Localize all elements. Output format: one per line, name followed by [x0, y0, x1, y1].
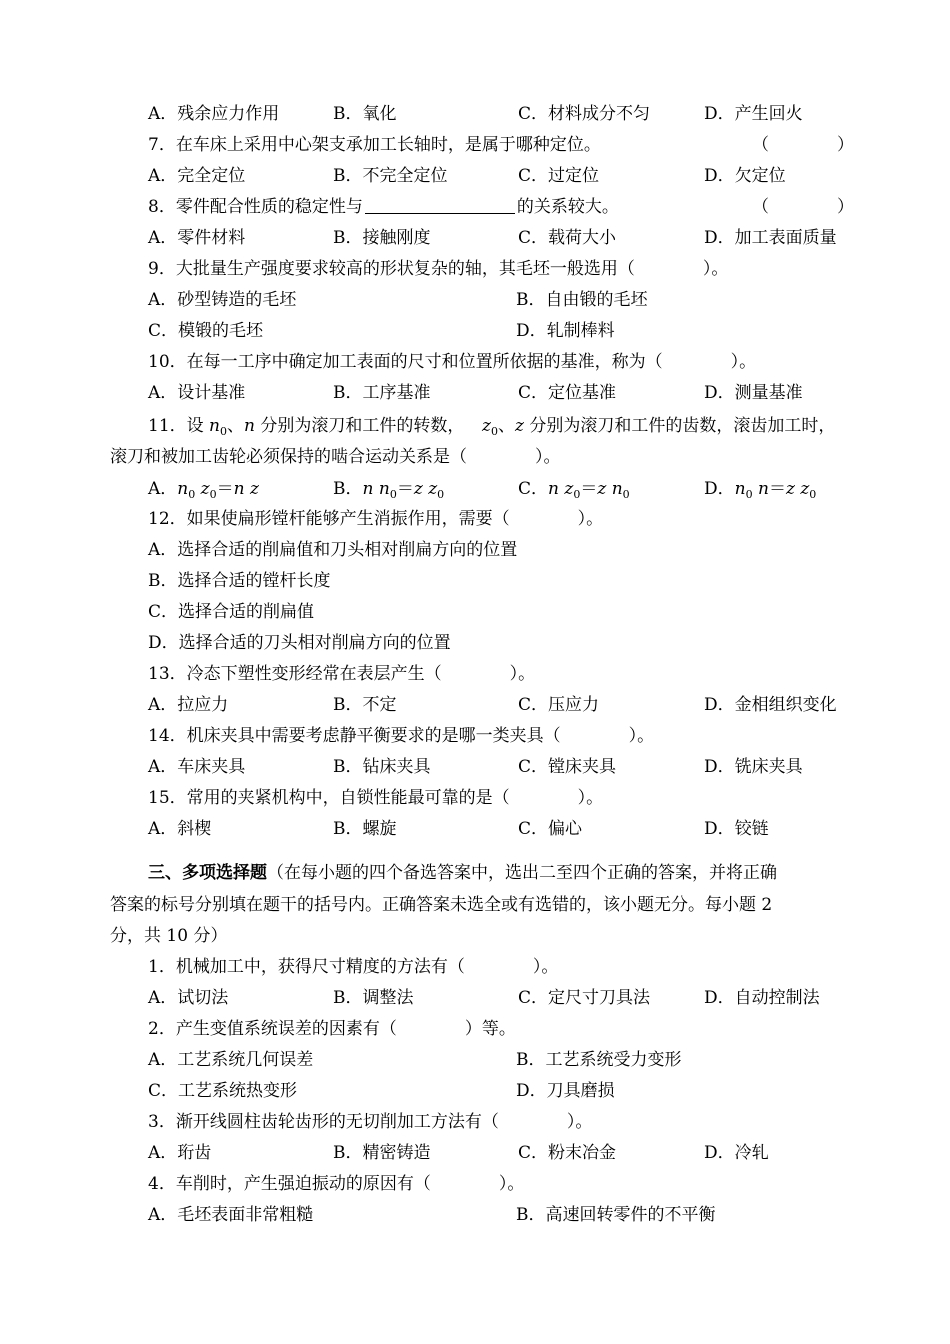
q7-option-c: C．过定位 — [518, 166, 600, 186]
q14-option-c: C．镗床夹具 — [518, 757, 617, 777]
q10-option-b: B．工序基准 — [333, 383, 431, 403]
q11-option-d: D．$n_0$ n＝z $z_0$ — [704, 479, 817, 501]
q13-option-d: D．金相组织变化 — [704, 695, 837, 715]
m3-text: 3．渐开线圆柱齿轮齿形的无切削加工方法有（ ）。 — [148, 1112, 593, 1132]
q8-option-a: A．零件材料 — [148, 228, 246, 248]
q8-option-b: B．接触刚度 — [333, 228, 431, 248]
m1-option-b: B．调整法 — [333, 988, 414, 1008]
m3-option-b: B．精密铸造 — [333, 1143, 431, 1163]
q10-text: 10．在每一工序中确定加工表面的尺寸和位置所依据的基准，称为（ ）。 — [148, 352, 757, 372]
q10-option-c: C．定位基准 — [518, 383, 617, 403]
m1-option-a: A．试切法 — [148, 988, 229, 1008]
m1-text: 1．机械加工中，获得尺寸精度的方法有（ ）。 — [148, 957, 559, 977]
section3-instructions: （在每小题的四个备选答案中，选出二至四个正确的答案，并将正确 — [267, 863, 777, 883]
m2-option-d: D．刀具磨损 — [516, 1081, 615, 1101]
q12-option-d: D．选择合适的刀头相对削扁方向的位置 — [148, 633, 451, 653]
section3-title: 三、多项选择题 — [148, 863, 267, 883]
q12-option-b: B．选择合适的镗杆长度 — [148, 571, 331, 591]
m4-option-b: B．高速回转零件的不平衡 — [516, 1205, 716, 1225]
q15-text: 15．常用的夹紧机构中，自锁性能最可靠的是（ ）。 — [148, 788, 604, 808]
q13-option-b: B．不定 — [333, 695, 397, 715]
q7-option-a: A．完全定位 — [148, 166, 246, 186]
q6-option-a: A．残余应力作用 — [148, 104, 280, 124]
section3-instructions-2: 答案的标号分别填在题干的括号内。正确答案未选全或有选错的，该小题无分。每小题 2 — [110, 895, 773, 915]
q8-text: 8．零件配合性质的稳定性与 的关系较大。 — [148, 197, 619, 217]
m4-text: 4．车削时，产生强迫振动的原因有（ ）。 — [148, 1174, 525, 1194]
q7-option-b: B．不完全定位 — [333, 166, 448, 186]
q14-option-a: A．车床夹具 — [148, 757, 246, 777]
m1-option-c: C．定尺寸刀具法 — [518, 988, 651, 1008]
q8-option-d: D．加工表面质量 — [704, 228, 837, 248]
m3-option-d: D．冷轧 — [704, 1143, 769, 1163]
q13-option-c: C．压应力 — [518, 695, 600, 715]
q9-option-a: A．砂型铸造的毛坯 — [148, 290, 297, 310]
m1-option-d: D．自动控制法 — [704, 988, 820, 1008]
q6-option-c: C．材料成分不匀 — [518, 104, 651, 124]
m2-option-a: A．工艺系统几何误差 — [148, 1050, 314, 1070]
section3-heading — [148, 862, 777, 884]
q12-text: 12．如果使扁形镗杆能够产生消振作用，需要（ ）。 — [148, 509, 604, 529]
m2-option-c: C．工艺系统热变形 — [148, 1081, 298, 1101]
q11-option-b: B．n $n_0=z$ $z_0$ — [333, 479, 445, 501]
q11-option-c: C．n $z_0=z$ $n_0$ — [518, 479, 630, 501]
q14-option-d: D．铣床夹具 — [704, 757, 803, 777]
m3-option-c: C．粉末冶金 — [518, 1143, 617, 1163]
q8-blank — [365, 197, 515, 214]
q14-text: 14．机床夹具中需要考虑静平衡要求的是哪一类夹具（ ）。 — [148, 726, 655, 746]
m3-option-a: A．珩齿 — [148, 1143, 212, 1163]
q9-option-b: B．自由锻的毛坯 — [516, 290, 648, 310]
section3-instructions-3: 分，共 10 分） — [110, 926, 228, 946]
q8-option-c: C．载荷大小 — [518, 228, 617, 248]
q9-option-c: C．模锻的毛坯 — [148, 321, 264, 341]
q14-option-b: B．钻床夹具 — [333, 757, 431, 777]
q6-option-b: B．氧化 — [333, 104, 397, 124]
m2-option-b: B．工艺系统受力变形 — [516, 1050, 682, 1070]
q11-option-a: A．$n_0$ $z_0=n$ z — [148, 479, 259, 501]
m2-text: 2．产生变值系统误差的因素有（ ）等。 — [148, 1019, 516, 1039]
q10-option-d: D．测量基准 — [704, 383, 803, 403]
q7-answer-paren: （ ） — [752, 135, 854, 155]
q13-text: 13．冷态下塑性变形经常在表层产生（ ）。 — [148, 664, 536, 684]
q15-option-d: D．铰链 — [704, 819, 769, 839]
q8-answer-paren: （ ） — [752, 197, 854, 217]
q13-option-a: A．拉应力 — [148, 695, 229, 715]
q15-option-b: B．螺旋 — [333, 819, 397, 839]
q7-text: 7．在车床上采用中心架支承加工长轴时，是属于哪种定位。 — [148, 135, 601, 155]
q6-option-d: D．产生回火 — [704, 104, 803, 124]
q11-text-part2: $z_0$、z 分别为滚刀和工件的齿数，滚齿加工时， — [482, 416, 836, 438]
m4-option-a: A．毛坯表面非常粗糙 — [148, 1205, 314, 1225]
q12-option-c: C．选择合适的削扁值 — [148, 602, 315, 622]
q9-option-d: D．轧制棒料 — [516, 321, 615, 341]
q11-text-part1: 11．设 $n_0$、n 分别为滚刀和工件的转数， — [148, 416, 465, 438]
q12-option-a: A．选择合适的削扁值和刀头相对削扁方向的位置 — [148, 540, 518, 560]
q7-option-d: D．欠定位 — [704, 166, 786, 186]
q10-option-a: A．设计基准 — [148, 383, 246, 403]
q15-option-a: A．斜楔 — [148, 819, 212, 839]
q9-text: 9．大批量生产强度要求较高的形状复杂的轴，其毛坯一般选用（ ）。 — [148, 259, 729, 279]
q15-option-c: C．偏心 — [518, 819, 583, 839]
q11-text-line2: 滚刀和被加工齿轮必须保持的啮合运动关系是（ ）。 — [110, 447, 561, 467]
